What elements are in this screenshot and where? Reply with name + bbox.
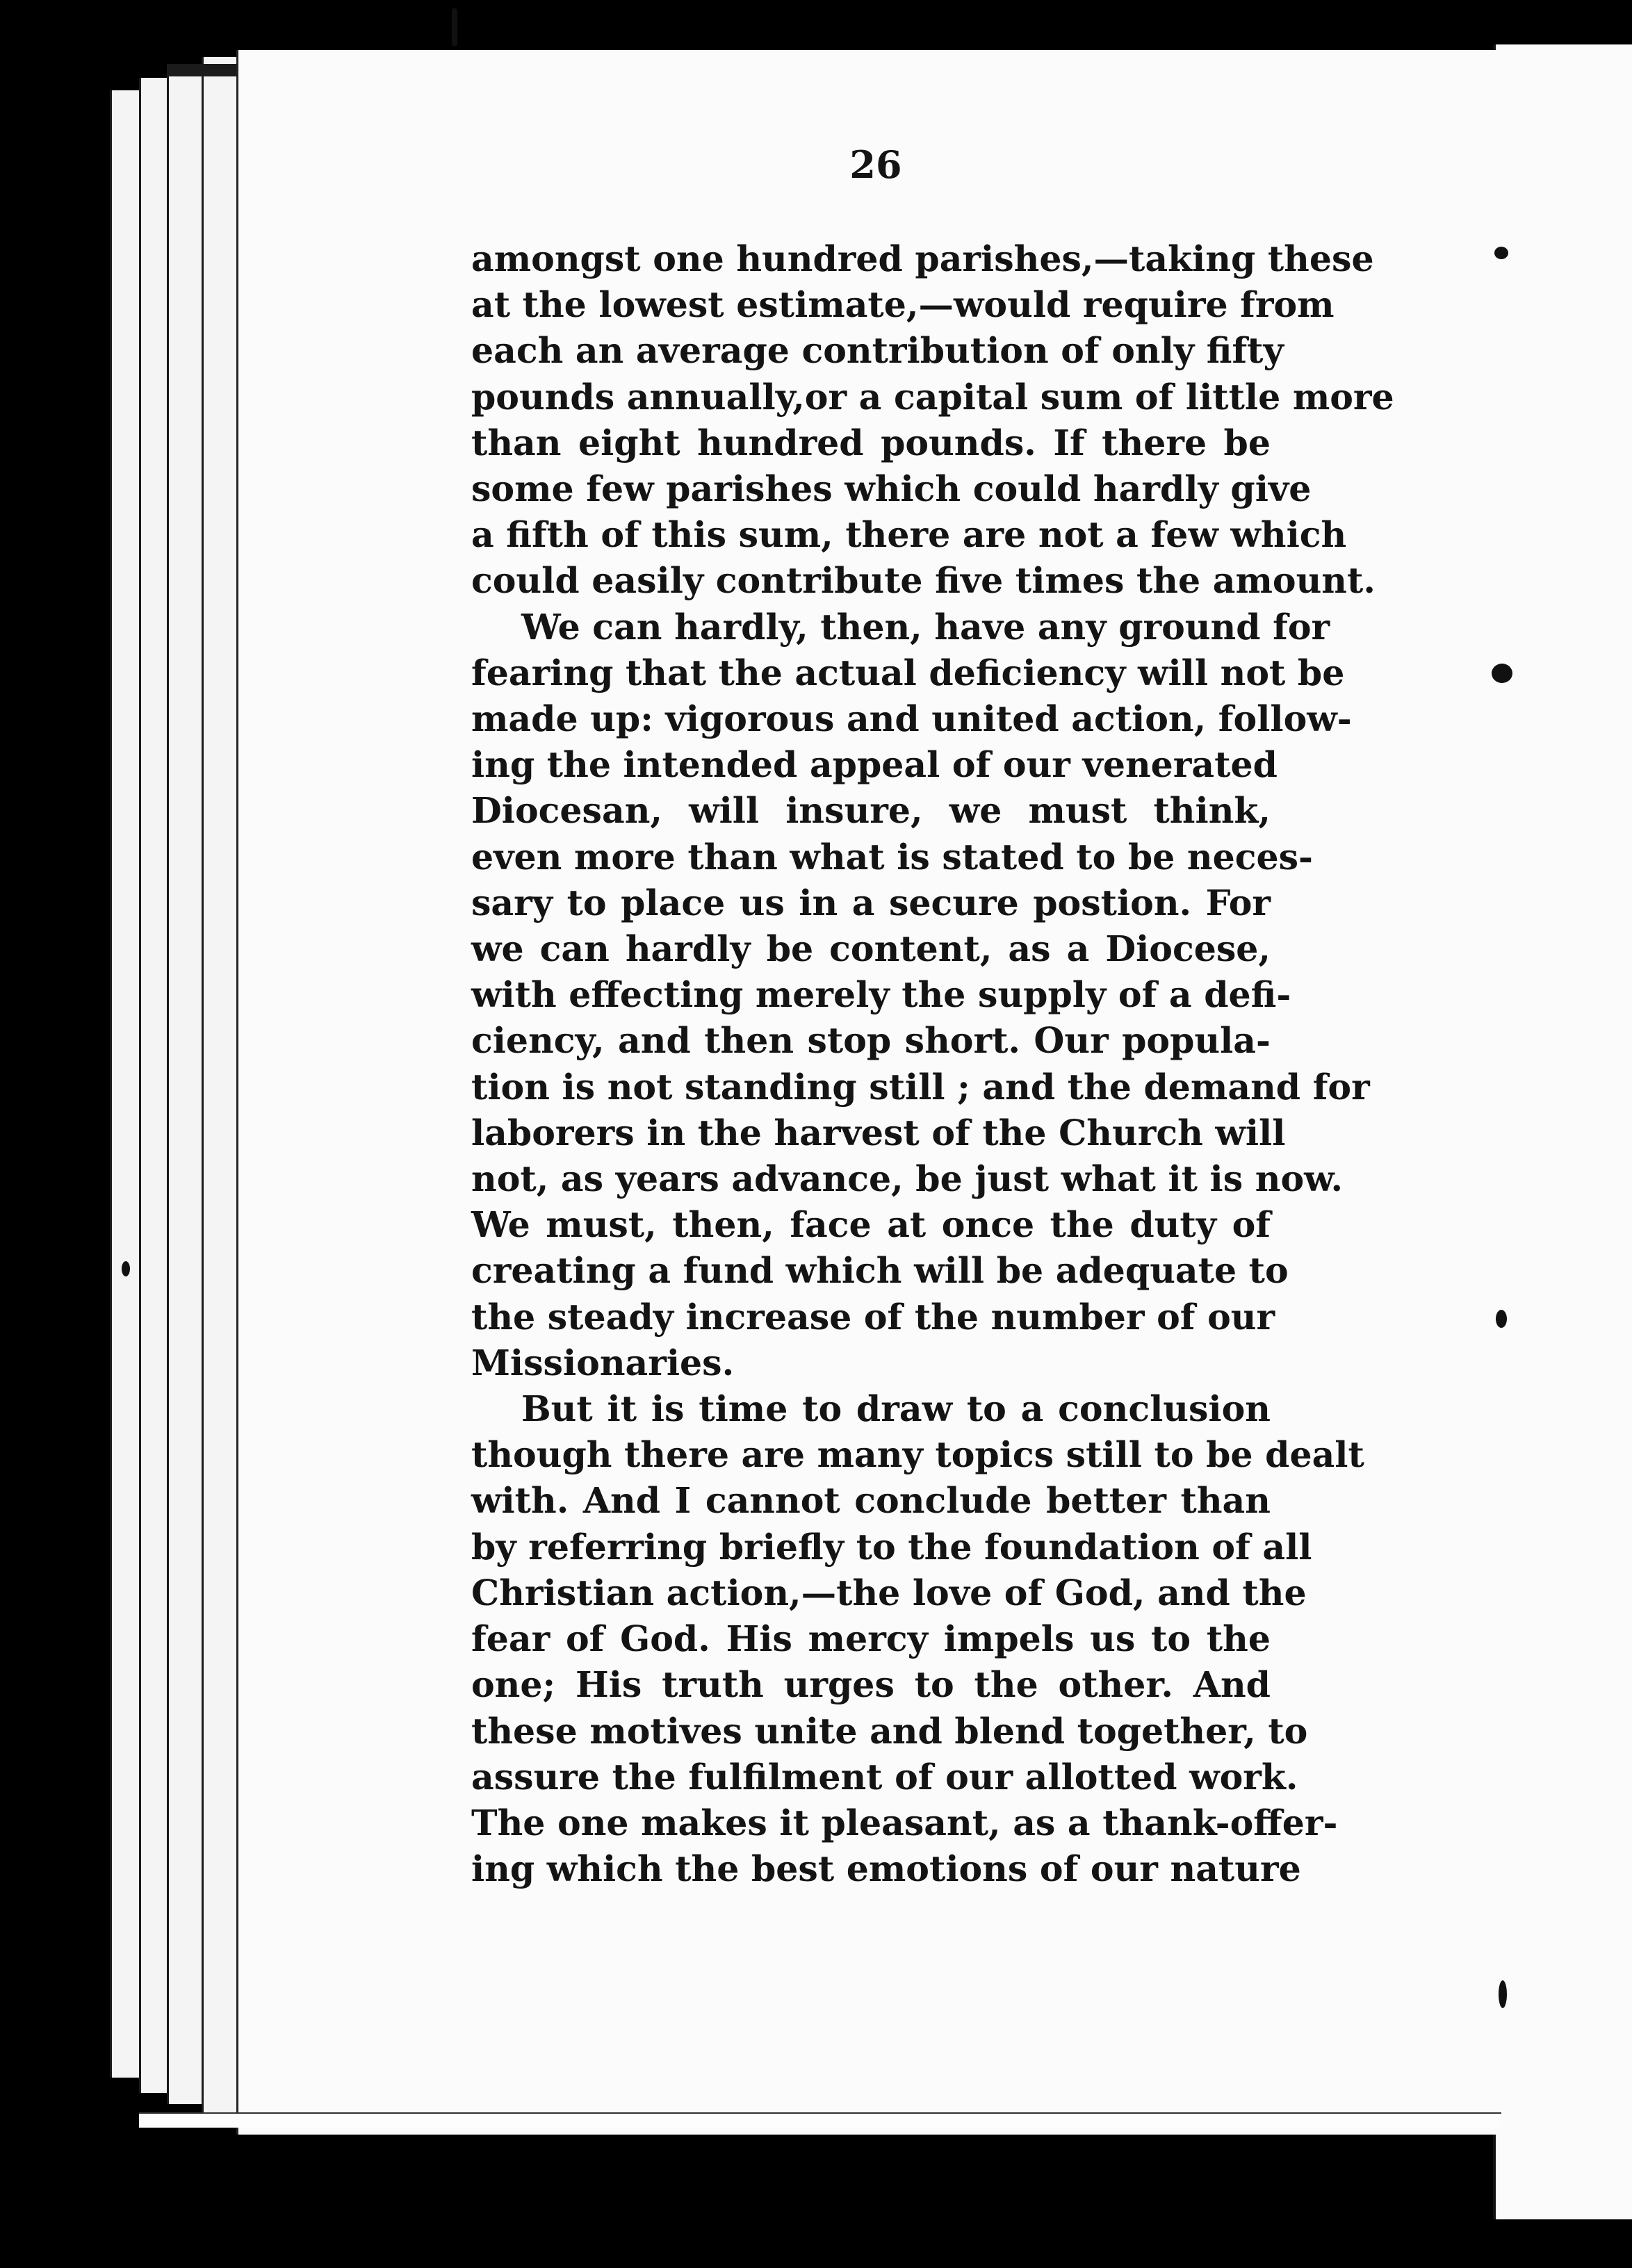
text-line: ing the intended appeal of our venerated (471, 744, 1278, 786)
binding-mark (1496, 1310, 1507, 1328)
text-line: than eight hundred pounds. If there be (471, 422, 1271, 463)
binding-mark (1499, 1980, 1507, 2008)
text-line: each an average contribution of only fifty (471, 330, 1284, 372)
text-line: ing which the best emotions of our nature (471, 1848, 1301, 1890)
text-line: we can hardly be content, as a Diocese, (471, 928, 1271, 970)
text-line: creating a fund which will be adequate to (471, 1250, 1289, 1292)
text-line: assure the fulfilment of our allotted work. (471, 1756, 1298, 1798)
text-line: Christian action,—the love of God, and the (471, 1572, 1307, 1613)
text-line: these motives unite and blend together, to (471, 1710, 1308, 1752)
text-line: pounds annually,or a capital sum of little more (471, 376, 1394, 418)
text-line: made up: vigorous and united action, follow- (471, 698, 1352, 740)
paragraph-start-line: We can hardly, then, have any ground for (521, 606, 1330, 648)
page-number: 26 (849, 142, 902, 187)
text-line: not, as years advance, be just what it is now. (471, 1158, 1344, 1200)
text-line: ciency, and then stop short. Our popula- (471, 1020, 1271, 1062)
text-line: fearing that the actual deficiency will not be (471, 652, 1345, 693)
body-text (471, 236, 1394, 1892)
text-line: We must, then, face at once the duty of (471, 1204, 1271, 1246)
facing-page-edge (1493, 44, 1632, 2219)
page-bottom-edge (139, 2112, 1501, 2128)
text-line: one; His truth urges to the other. And (471, 1664, 1271, 1706)
text-line: could easily contribute five times the amount. (471, 560, 1376, 602)
text-line: with effecting merely the supply of a defi- (471, 974, 1291, 1016)
paragraph-start-line: But it is time to draw to a conclusion (521, 1388, 1271, 1430)
binding-mark (122, 1261, 130, 1276)
binding-mark (1494, 247, 1508, 259)
text-line: Diocesan, will insure, we must think, (471, 790, 1271, 832)
binding-mark (1492, 664, 1512, 683)
scan-speck (452, 8, 457, 46)
text-line: laborers in the harvest of the Church will (471, 1112, 1286, 1153)
text-line: at the lowest estimate,—would require from (471, 284, 1335, 326)
text-line: amongst one hundred parishes,—taking these (471, 238, 1374, 279)
text-line: even more than what is stated to be neces- (471, 836, 1313, 878)
text-line: some few parishes which could hardly give (471, 468, 1312, 510)
text-line: sary to place us in a secure postion. For (471, 882, 1271, 923)
text-line: tion is not standing still ; and the demand for (471, 1066, 1370, 1108)
paragraph-end-line: Missionaries. (471, 1342, 735, 1383)
text-line: fear of God. His mercy impels us to the (471, 1618, 1271, 1660)
text-line: with. And I cannot conclude better than (471, 1480, 1271, 1522)
text-line: though there are many topics still to be dealt (471, 1434, 1364, 1476)
text-line: the steady increase of the number of our (471, 1296, 1275, 1338)
text-line: a fifth of this sum, there are not a few which (471, 514, 1347, 556)
text-line: The one makes it pleasant, as a thank-offer- (471, 1802, 1338, 1843)
text-line: by referring briefly to the foundation of all (471, 1526, 1312, 1568)
